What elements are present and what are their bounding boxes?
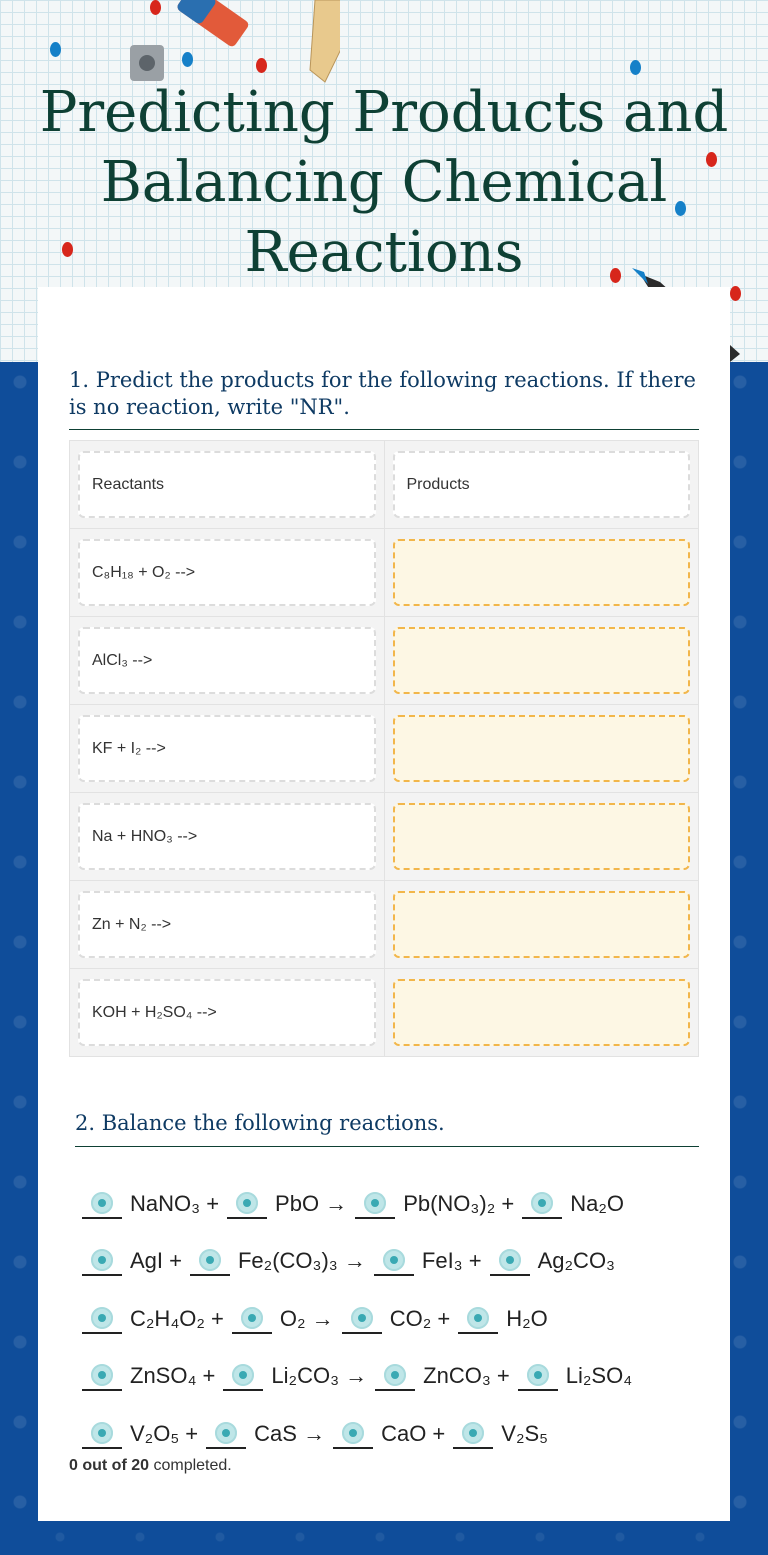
reactant-cell: Zn + N₂ --> [78,891,376,958]
equation-row [82,1175,712,1233]
coefficient-drop-zone[interactable] [522,1189,562,1219]
reactant-cell: AlCl₃ --> [78,627,376,694]
chemical-term: H₂O [506,1305,548,1331]
product-answer-input[interactable] [393,627,691,694]
product-answer-input[interactable] [393,891,691,958]
completion-count: 0 out of 20 [69,1457,150,1474]
drop-target-icon [241,1307,263,1329]
equations-list [82,1175,712,1463]
drop-target-icon [462,1422,484,1444]
completion-status [69,1457,232,1475]
equation-row [82,1405,712,1463]
coefficient-drop-zone[interactable] [82,1419,122,1449]
coefficient-drop-zone[interactable] [518,1361,558,1391]
drop-target-icon [91,1192,113,1214]
products-header: Products [393,451,691,518]
coefficient-drop-zone[interactable] [375,1361,415,1391]
drop-target-icon [383,1249,405,1271]
product-answer-input[interactable] [393,715,691,782]
drop-target-icon [199,1249,221,1271]
coefficient-drop-zone[interactable] [333,1419,373,1449]
question-1-divider [69,429,699,430]
coefficient-drop-zone[interactable] [227,1189,267,1219]
reactant-cell: C₈H₁₈ + O₂ --> [78,539,376,606]
chemical-term: PbO → [275,1190,348,1216]
drop-target-icon [351,1307,373,1329]
equation-row [82,1348,712,1406]
table-row [70,793,699,881]
chemical-term: V₂S₅ [501,1420,549,1446]
chemical-term: Fe₂(CO₃)₃ → [237,1248,366,1274]
coefficient-drop-zone[interactable] [458,1304,498,1334]
chemical-term: FeI₃ + [421,1248,482,1274]
drop-target-icon [384,1364,406,1386]
chemical-term: Li₂CO₃ → [271,1363,368,1389]
coefficient-drop-zone[interactable] [490,1246,530,1276]
page-title: Predicting Products and Balancing Chemical Reactions [39,80,729,285]
coefficient-drop-zone[interactable] [355,1189,395,1219]
table-row [70,617,699,705]
coefficient-drop-zone[interactable] [82,1361,122,1391]
chemical-term: NaNO₃ + [130,1190,220,1216]
reactant-cell: KOH + H₂SO₄ --> [78,979,376,1046]
coefficient-drop-zone[interactable] [190,1246,230,1276]
drop-target-icon [342,1422,364,1444]
drop-target-icon [236,1192,258,1214]
chemical-term: ZnCO₃ + [423,1363,510,1389]
equation-row [82,1290,712,1348]
reactions-table [69,440,699,1057]
product-answer-input[interactable] [393,803,691,870]
eraser-icon [176,0,251,48]
chemical-term: CaS → [254,1420,326,1446]
drop-target-icon [527,1364,549,1386]
chemical-term: O₂ → [279,1305,334,1331]
chemical-term: V₂O₅ + [130,1420,199,1446]
chemical-term: Pb(NO₃)₂ + [403,1190,515,1216]
product-answer-input[interactable] [393,539,691,606]
drop-target-icon [499,1249,521,1271]
chemical-term: AgI + [130,1248,182,1274]
chemical-term: Ag₂CO₃ [537,1248,616,1274]
chemical-term: CaO + [381,1420,446,1446]
table-header-row [70,441,699,529]
drop-target-icon [215,1422,237,1444]
drop-target-icon [232,1364,254,1386]
chemical-term: CO₂ + [389,1305,451,1331]
drop-target-icon [467,1307,489,1329]
reactants-header: Reactants [78,451,376,518]
reactant-cell: KF + I₂ --> [78,715,376,782]
coefficient-drop-zone[interactable] [82,1189,122,1219]
coefficient-drop-zone[interactable] [82,1246,122,1276]
ruler-icon [310,0,340,82]
table-row [70,529,699,617]
table-row [70,705,699,793]
coefficient-drop-zone[interactable] [223,1361,263,1391]
coefficient-drop-zone[interactable] [82,1304,122,1334]
coefficient-drop-zone[interactable] [342,1304,382,1334]
coefficient-drop-zone[interactable] [453,1419,493,1449]
table-row [70,969,699,1057]
coefficient-drop-zone[interactable] [374,1246,414,1276]
sharpener-icon [130,45,164,81]
coefficient-drop-zone[interactable] [206,1419,246,1449]
chemical-term: ZnSO₄ + [130,1363,216,1389]
decor-dot-blue [630,60,641,75]
drop-target-icon [364,1192,386,1214]
product-answer-input[interactable] [393,979,691,1046]
drop-target-icon [91,1422,113,1444]
school-supplies-illustration [120,0,340,90]
equation-row [82,1233,712,1291]
question-2-divider [75,1146,699,1147]
decor-dot-blue [50,42,61,57]
drop-target-icon [531,1192,553,1214]
drop-target-icon [91,1307,113,1329]
question-2-prompt: 2. Balance the following reactions. [75,1111,445,1135]
drop-target-icon [91,1249,113,1271]
question-1-prompt: 1. Predict the products for the following reactions. If there is no reaction, write "NR". [69,368,696,419]
completion-suffix: completed. [149,1457,232,1474]
coefficient-drop-zone[interactable] [232,1304,272,1334]
table-row [70,881,699,969]
reactant-cell: Na + HNO₃ --> [78,803,376,870]
drop-target-icon [91,1364,113,1386]
chemical-term: Na₂O [570,1190,624,1216]
chemical-term: C₂H₄O₂ + [130,1305,224,1331]
chemical-term: Li₂SO₄ [565,1363,633,1389]
